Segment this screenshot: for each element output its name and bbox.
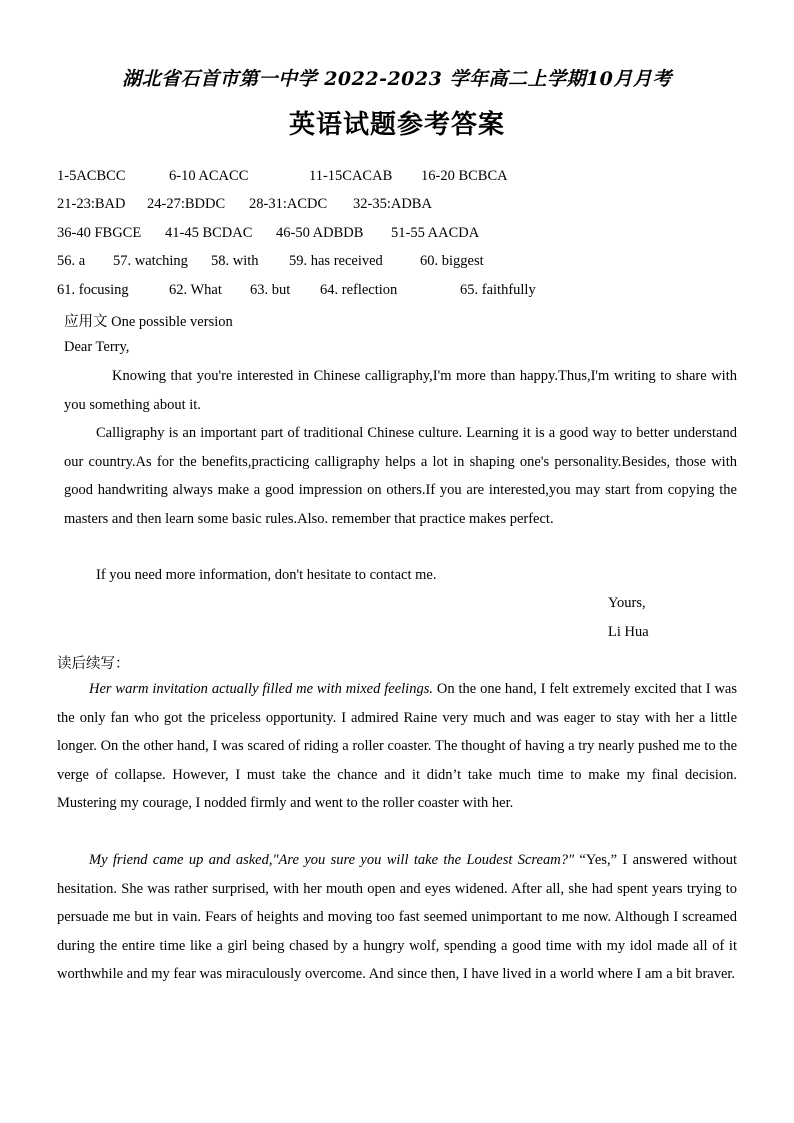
- answer-key-title: 英语试题参考答案: [288, 110, 505, 140]
- letter-salutation: Dear Terry,: [64, 339, 130, 355]
- answer-group: 64. reflection: [320, 282, 398, 298]
- answer-group: 62. What: [169, 282, 222, 298]
- letter-paragraph: Calligraphy is an important part of traditional Chinese culture. Learning it is a good way to better understand our country.As for the benefits,practicing calligraphy helps a lot in shaping one's personality.Besides, those with good handwriting always make a good impression on others.If you are interested,you may start from copying the masters and then learn some basic rules.Also. remember that practice makes perfect.: [64, 425, 737, 527]
- answer-group: 24-27:BDDC: [147, 196, 226, 212]
- answer-group: 1-5ACBCC: [57, 168, 126, 184]
- letter-paragraph: If you need more information, don't hesitate to contact me.: [96, 567, 437, 583]
- answer-group: 61. focusing: [57, 282, 129, 298]
- continuation-section-label: 读后续写：: [57, 656, 130, 672]
- answer-group: 21-23:BAD: [57, 196, 126, 212]
- answer-group: 59. has received: [289, 253, 383, 269]
- answer-group: 36-40 FBGCE: [57, 225, 142, 241]
- answer-row-3: [57, 225, 737, 245]
- exam-title: 湖北省石首市第一中学 2022-2023 学年高二上学期10月月考: [122, 68, 672, 90]
- answer-group: 58. with: [211, 253, 259, 269]
- answer-row-2: [57, 196, 737, 216]
- answer-row-4: [57, 253, 737, 273]
- answer-row-1: [57, 168, 737, 188]
- answer-group: 65. faithfully: [460, 282, 536, 298]
- answer-group: 60. biggest: [420, 253, 484, 269]
- answer-group: 32-35:ADBA: [353, 196, 432, 212]
- letter-paragraph: Knowing that you're interested in Chinese calligraphy,I'm more than happy.Thus,I'm writing to share with you something about it.: [64, 368, 737, 413]
- letter-section-label: 应用文 One possible version: [64, 314, 233, 330]
- answer-group: 16-20 BCBCA: [421, 168, 508, 184]
- answer-group: 28-31:ACDC: [249, 196, 328, 212]
- answer-group: 6-10 ACACC: [169, 168, 249, 184]
- answer-group: 56. a: [57, 253, 86, 269]
- paragraph-lead-sentence: My friend came up and asked,"Are you sure you will take the Loudest Scream?": [89, 852, 575, 868]
- answer-group: 11-15CACAB: [309, 168, 393, 184]
- answer-group: 41-45 BCDAC: [165, 225, 253, 241]
- answer-group: 57. watching: [113, 253, 188, 269]
- continuation-paragraph-2: My friend came up and asked,"Are you sure you will take the Loudest Scream?" “Yes,” I answered without hesitation. She was rather surprised, with her mouth open and eyes widened. After all, she had spent years trying to persuade me but in vain. Fears of heights and moving too fast seemed unimportant to me now. Although I screamed during the entire time like a girl being chased by a hungry wolf, spending a good time with my idol made all of it worthwhile and my fear was miraculously overcome. And since then, I have lived in a world where I am a bit braver.: [57, 852, 737, 982]
- letter-closing: Yours,: [608, 595, 646, 611]
- continuation-paragraph-1: Her warm invitation actually filled me with mixed feelings. On the one hand, I felt extremely excited that I was the only fan who got the priceless opportunity. I admired Raine very much and was eager to stay with her a little longer. On the other hand, I was scared of riding a roller coaster. The thought of having a try nearly pushed me to the verge of collapse. However, I must take the chance and it didn’t take much time to make my final decision. Mustering my courage, I nodded firmly and went to the roller coaster with her.: [57, 681, 737, 811]
- answer-group: 46-50 ADBDB: [276, 225, 364, 241]
- answer-group: 51-55 AACDA: [391, 225, 480, 241]
- answer-row-5: [57, 282, 737, 302]
- paragraph-lead-sentence: Her warm invitation actually filled me with mixed feelings.: [89, 681, 433, 697]
- answer-group: 63. but: [250, 282, 291, 298]
- letter-signature: Li Hua: [608, 624, 649, 640]
